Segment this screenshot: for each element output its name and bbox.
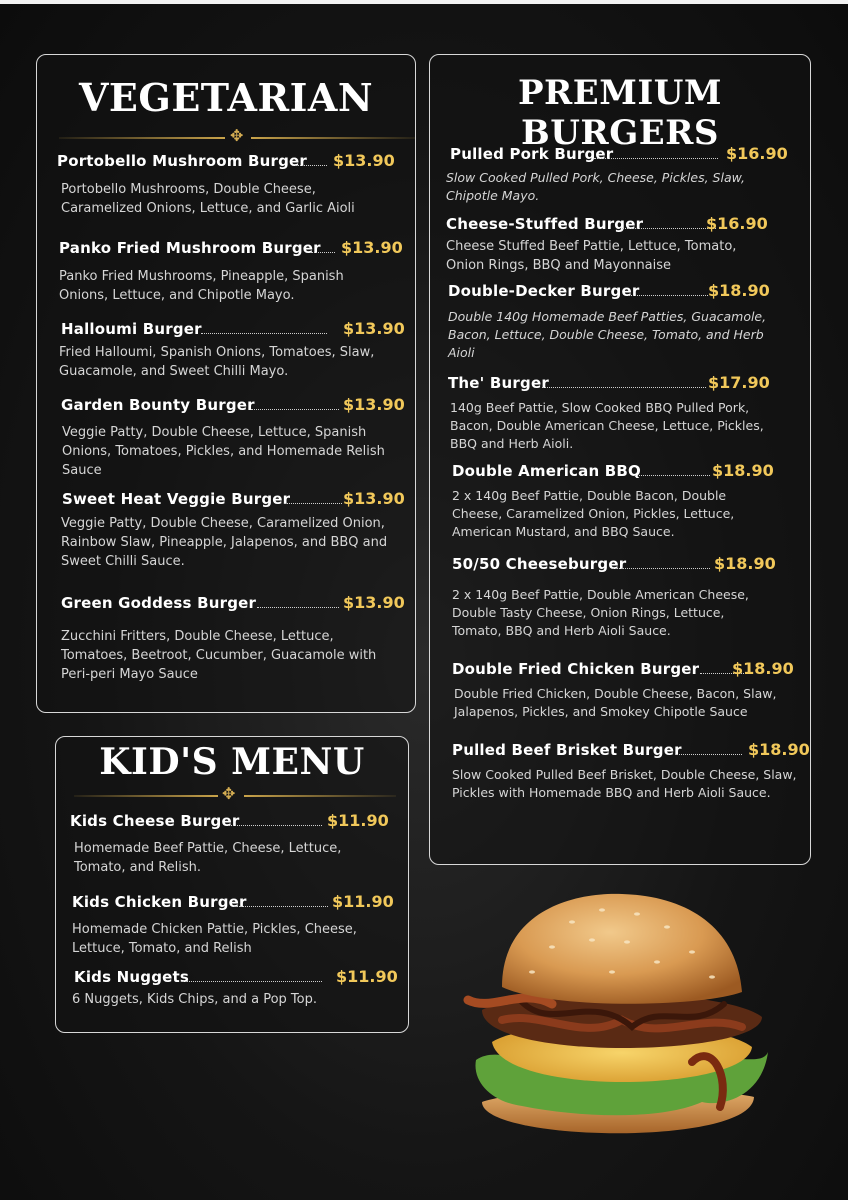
item-price: $17.90	[708, 373, 770, 392]
item-description: Veggie Patty, Double Cheese, Lettuce, Spanish Onions, Tomatoes, Pickles, and Homemade Relish Sauce	[62, 425, 385, 478]
leader-dots	[182, 981, 322, 982]
item-name: The' Burger	[448, 374, 549, 392]
item-price: $11.90	[336, 967, 398, 986]
leader-dots	[251, 409, 339, 410]
item-name: Pulled Pork Burger	[450, 145, 614, 163]
item-name: Kids Nuggets	[74, 968, 190, 986]
item-price: $18.90	[748, 740, 810, 759]
item-price: $13.90	[343, 319, 405, 338]
leader-dots	[594, 158, 718, 159]
leader-dots	[612, 568, 710, 569]
item-price: $18.90	[714, 554, 776, 573]
item-description: 6 Nuggets, Kids Chips, and a Pop Top.	[72, 992, 317, 1007]
leader-dots	[622, 228, 716, 229]
item-description: Double 140g Homemade Beef Patties, Guacamole, Bacon, Lettuce, Double Cheese, Tomato, and Herb Aioli	[448, 309, 767, 360]
burger-photo	[462, 892, 774, 1154]
leader-dots	[201, 333, 327, 334]
item-price: $18.90	[732, 659, 794, 678]
item-description: Fried Halloumi, Spanish Onions, Tomatoes, Slaw, Guacamole, and Sweet Chilli Mayo.	[59, 345, 375, 379]
leader-dots	[228, 825, 322, 826]
item-description: Double Fried Chicken, Double Cheese, Bacon, Slaw, Jalapenos, Pickles, and Smokey Chipotle Sauce	[454, 686, 777, 719]
premium-burgers-panel	[429, 54, 811, 865]
item-price: $11.90	[332, 892, 394, 911]
item-price: $16.90	[726, 144, 788, 163]
item-price: $11.90	[327, 811, 389, 830]
fleur-cross-icon: ✥	[222, 784, 236, 803]
item-description: Slow Cooked Pulled Beef Brisket, Double Cheese, Slaw, Pickles with Homemade BBQ and Herb Aioli Sauce.	[452, 767, 797, 800]
leader-dots	[234, 906, 328, 907]
item-name: Portobello Mushroom Burger	[57, 152, 307, 170]
item-description: Homemade Beef Pattie, Cheese, Lettuce, Tomato, and Relish.	[74, 841, 342, 875]
item-description: 2 x 140g Beef Pattie, Double American Cheese, Double Tasty Cheese, Onion Rings, Lettuce, Tomato, BBQ and Herb Aioli Sauce.	[452, 587, 749, 638]
item-price: $13.90	[343, 489, 405, 508]
item-price: $13.90	[343, 395, 405, 414]
item-description: Panko Fried Mushrooms, Pineapple, Spanish Onions, Lettuce, and Chipotle Mayo.	[59, 269, 344, 303]
item-description: Veggie Patty, Double Cheese, Caramelized Onion, Rainbow Slaw, Pineapple, Jalapenos, and BBQ and Sweet Chilli Sauce.	[61, 516, 388, 569]
kids-menu-panel	[55, 736, 409, 1033]
item-name: Double Fried Chicken Burger	[452, 660, 700, 678]
item-description: Homemade Chicken Pattie, Pickles, Cheese, Lettuce, Tomato, and Relish	[72, 922, 357, 956]
item-name: Kids Chicken Burger	[72, 893, 247, 911]
item-description: Portobello Mushrooms, Double Cheese, Caramelized Onions, Lettuce, and Garlic Aioli	[61, 182, 355, 216]
item-name: Garden Bounty Burger	[61, 396, 255, 414]
item-price: $18.90	[712, 461, 774, 480]
item-name: Double American BBQ	[452, 462, 641, 480]
leader-dots	[542, 387, 706, 388]
item-name: Double-Decker Burger	[448, 282, 640, 300]
leader-dots	[284, 503, 342, 504]
item-description: Slow Cooked Pulled Pork, Cheese, Pickles, Slaw, Chipotle Mayo.	[446, 170, 746, 203]
leader-dots	[311, 252, 335, 253]
item-name: 50/50 Cheeseburger	[452, 555, 627, 573]
fleur-cross-icon: ✥	[230, 126, 244, 145]
item-price: $13.90	[343, 593, 405, 612]
item-name: Green Goddess Burger	[61, 594, 257, 612]
leader-dots	[295, 165, 327, 166]
leader-dots	[634, 475, 710, 476]
vegetarian-title: VEGETARIAN	[78, 75, 374, 120]
vegetarian-divider	[59, 126, 415, 145]
item-price: $13.90	[341, 238, 403, 257]
top-edge	[0, 0, 848, 4]
leader-dots	[257, 607, 339, 608]
item-name: Kids Cheese Burger	[70, 812, 240, 830]
kids-divider	[74, 784, 396, 803]
item-description: Zucchini Fritters, Double Cheese, Lettuce, Tomatoes, Beetroot, Cucumber, Guacamole with Peri-peri Mayo Sauce	[61, 629, 377, 682]
vegetarian-panel	[36, 54, 416, 713]
leader-dots	[628, 295, 708, 296]
kids-menu-title: KID'S MENU	[99, 741, 365, 783]
item-name: Cheese-Stuffed Burger	[446, 215, 644, 233]
leader-dots	[676, 754, 742, 755]
item-name: Panko Fried Mushroom Burger	[59, 239, 321, 257]
item-price: $16.90	[706, 214, 768, 233]
item-description: Cheese Stuffed Beef Pattie, Lettuce, Tomato, Onion Rings, BBQ and Mayonnaise	[446, 239, 737, 273]
item-price: $13.90	[333, 151, 395, 170]
item-price: $18.90	[708, 281, 770, 300]
item-description: 140g Beef Pattie, Slow Cooked BBQ Pulled Pork, Bacon, Double American Cheese, Lettuce, Pickles, BBQ and Herb Aioli.	[450, 400, 764, 451]
item-name: Halloumi Burger	[61, 320, 202, 338]
item-name: Sweet Heat Veggie Burger	[62, 490, 291, 508]
item-name: Pulled Beef Brisket Burger	[452, 741, 682, 759]
premium-burgers-title: PREMIUM BURGERS	[517, 73, 723, 153]
item-description: 2 x 140g Beef Pattie, Double Bacon, Double Cheese, Caramelized Onion, Pickles, Lettuce, American Mustard, and BBQ Sauce.	[452, 488, 735, 539]
